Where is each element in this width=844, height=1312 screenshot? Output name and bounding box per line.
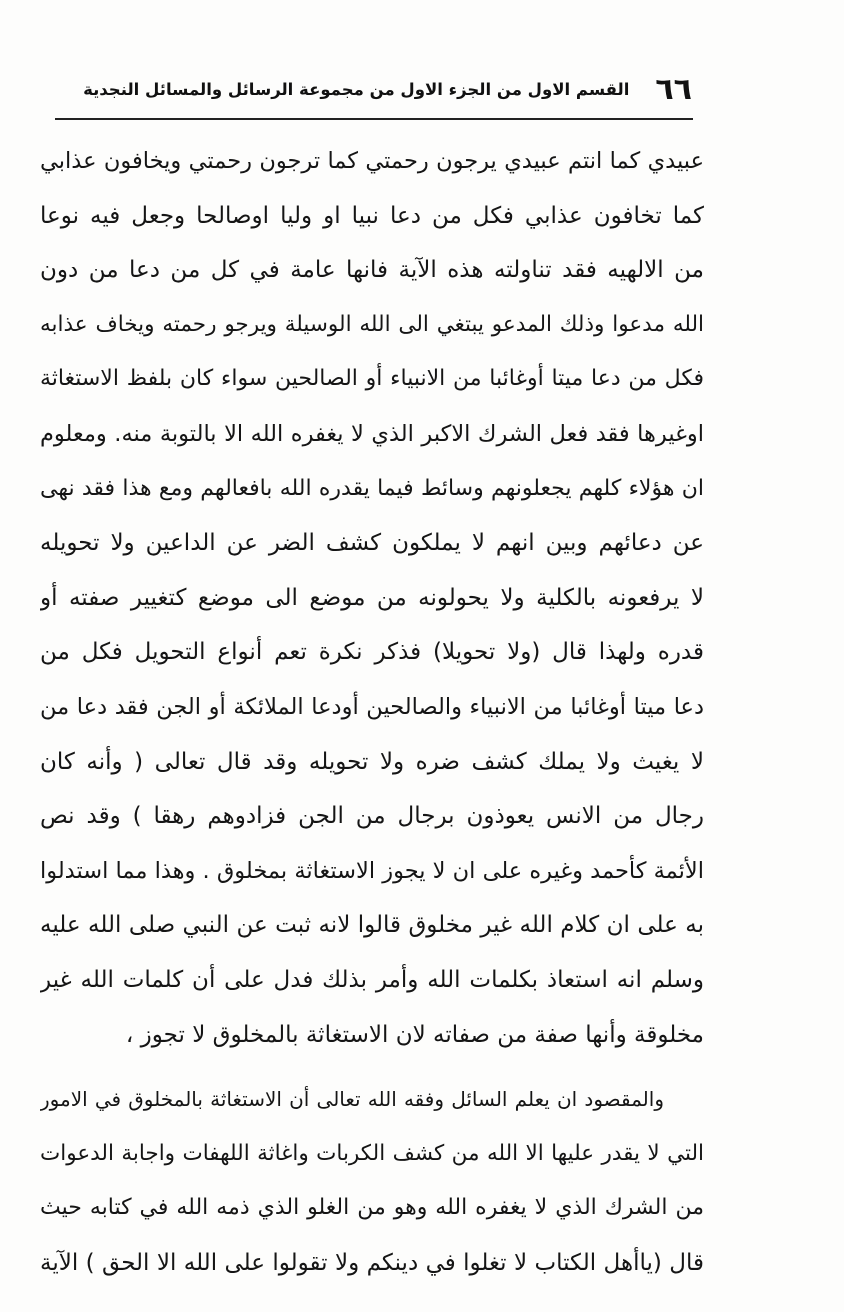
text-line: لا يرفعونه بالكلية ولا يحولونه من موضع الى موضع كتغيير صفته أو [40,584,704,611]
text-line: الأئمة كأحمد وغيره على ان لا يجوز الاستغاثة بمخلوق . وهذا مما استدلوا [40,857,704,884]
text-line: والمقصود ان يعلم السائل وفقه الله تعالى أن الاستغاثة بالمخلوق في الامور [40,1087,664,1112]
text-line: قدره ولهذا قال (ولا تحويلا) فذكر نكرة تعم أنواع التحويل فكل من [40,639,704,666]
text-line: كما تخافون عذابي فكل من دعا نبيا او وليا اوصالحا وجعل فيه نوعا [40,202,704,229]
paragraph-2 [40,1072,704,1290]
text-line: الله مدعوا وذلك المدعو يبتغي الى الله الوسيلة ويرجو رحمته ويخاف عذابه [40,311,704,337]
text-line: عن دعائهم وبين انهم لا يملكون كشف الضر عن الداعين ولا تحويله [40,530,704,557]
text-line: وسلم انه استعاذ بكلمات الله وأمر بذلك فدل على أن كلمات الله غير [40,966,704,993]
text-line: التي لا يقدر عليها الا الله من كشف الكربات واغاثة اللهفات واجابة الدعوات [40,1140,704,1166]
running-title: القسم الاول من الجزء الاول من مجموعة الرسائل والمسائل النجدية [83,79,630,99]
text-line: من الالهيه فقد تناولته هذه الآية فانها عامة في كل من دعا من دون [40,257,704,284]
body-text [40,134,704,1290]
text-line: فكل من دعا ميتا أوغائبا من الانبياء أو الصالحين سواء كان بلفظ الاستغاثة [40,366,704,392]
text-line: ان هؤلاء كلهم يجعلونهم وسائط فيما يقدره الله بافعالهم ومع هذا فقد نهى [40,475,704,501]
text-line: من الشرك الذي لا يغفره الله وهو من الغلو الذي ذمه الله في كتابه حيث [40,1195,704,1221]
text-line: رجال من الانس يعوذون برجال من الجن فزادوهم رهقا ) وقد نص [40,803,704,830]
page-number: ٦٦ [655,71,692,107]
text-line: اوغيرها فقد فعل الشرك الاكبر الذي لا يغفره الله الا بالتوبة منه. ومعلوم [40,420,704,447]
paragraph-gap [40,1062,704,1072]
text-line: لا يغيث ولا يملك كشف ضره ولا تحويله وقد قال تعالى ( وأنه كان [40,748,704,775]
text-line: مخلوقة وأنها صفة من صفاته لان الاستغاثة بالمخلوق لا تجوز ، [125,1021,704,1048]
text-line: دعا ميتا أوغائبا من الانبياء والصالحين أودعا الملائكة أو الجن فقد دعا من [40,693,704,720]
text-line: به على ان كلام الله غير مخلوق قالوا لانه ثبت عن النبي صلى الله عليه [40,912,704,939]
header-rule [55,118,693,120]
text-line: قال (ياأهل الكتاب لا تغلوا في دينكم ولا تقولوا على الله الا الحق ) الآية [40,1249,704,1276]
text-line: عبيدي كما انتم عبيدي يرجون رحمتي كما ترجون رحمتي ويخافون عذابي [40,148,704,174]
paragraph-1 [40,134,704,1062]
page-header [60,64,692,114]
